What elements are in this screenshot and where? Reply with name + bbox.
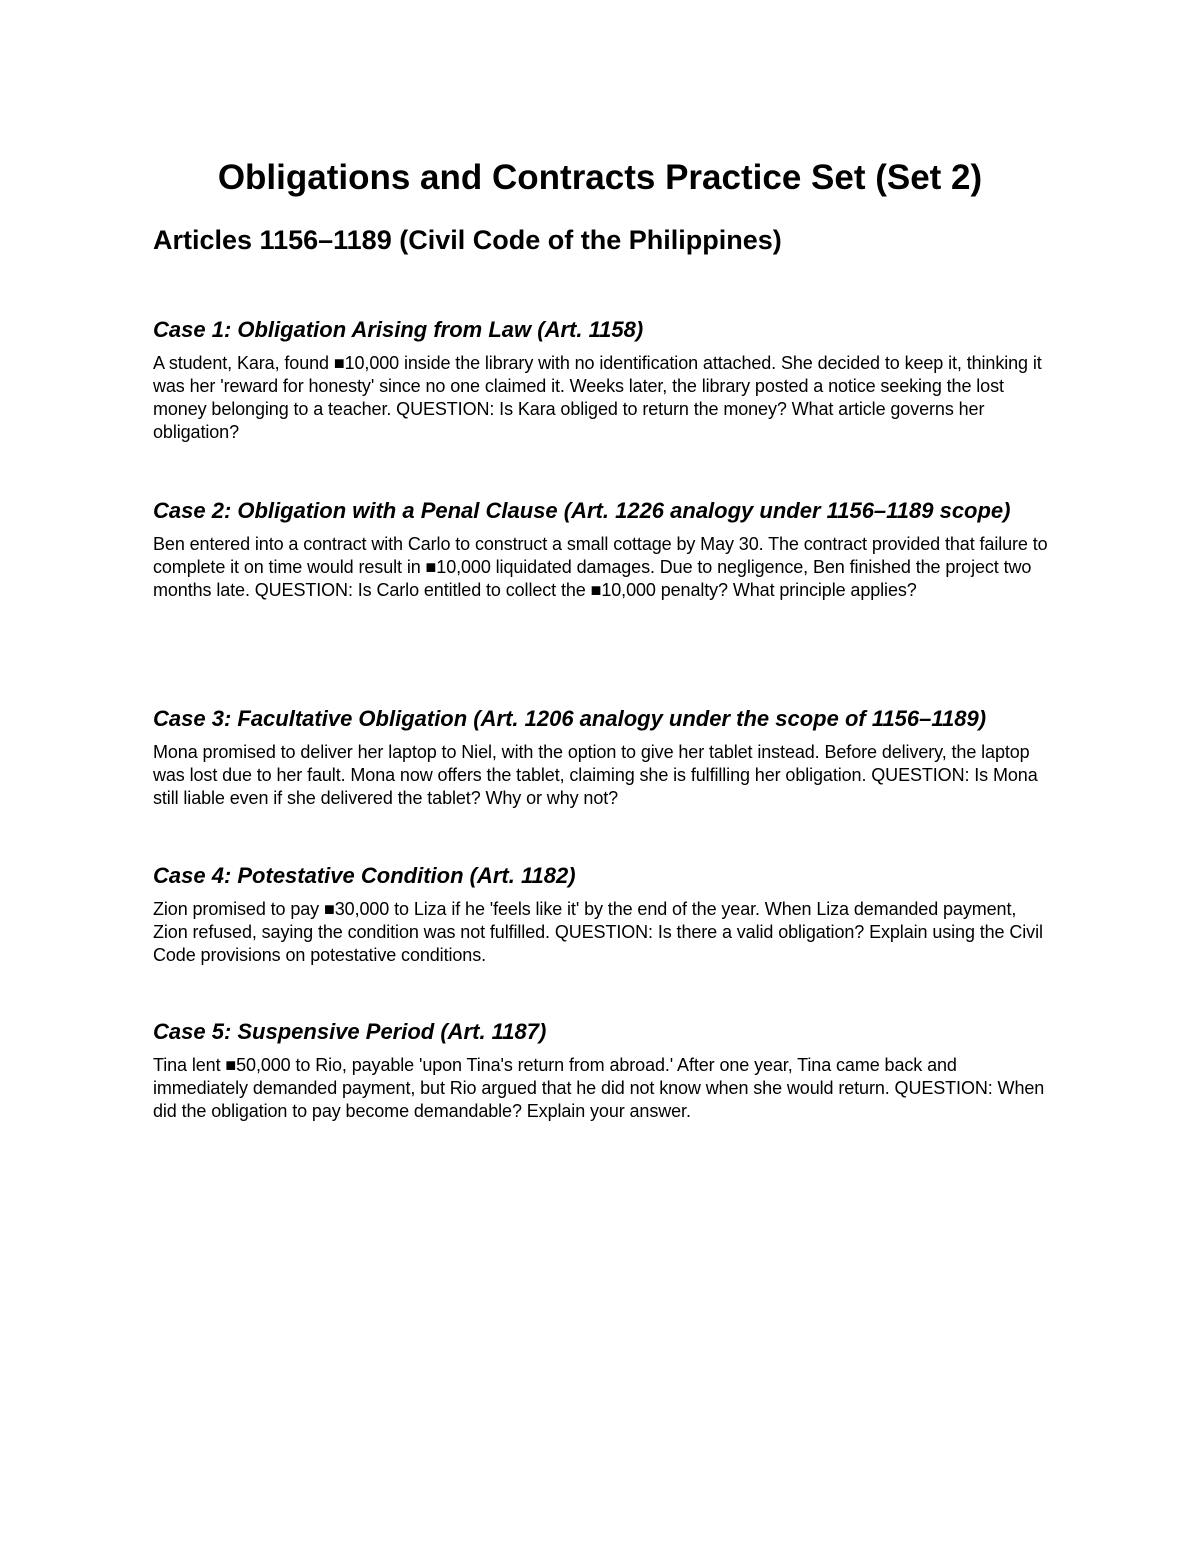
case-heading: Case 1: Obligation Arising from Law (Art. 1158) <box>153 317 644 342</box>
document-title: Obligations and Contracts Practice Set (Set 2) <box>217 158 983 197</box>
case-heading: Case 2: Obligation with a Penal Clause (Art. 1226 analogy under 1156–1189 scope) <box>153 498 1011 523</box>
case-body: Tina lent ■50,000 to Rio, payable 'upon Tina's return from abroad.' After one year, Tina came back and immediately demanded payment, but Rio argued that he did not know when she would return. QUESTION: When did the obligation to pay become demandable? Explain your answer. <box>153 1055 1045 1121</box>
case-5 <box>153 1018 1053 1123</box>
document-subtitle: Articles 1156–1189 (Civil Code of the Philippines) <box>153 225 782 255</box>
case-heading: Case 5: Suspensive Period (Art. 1187) <box>153 1019 547 1044</box>
case-4 <box>153 862 1053 967</box>
case-body: Mona promised to deliver her laptop to Niel, with the option to give her tablet instead. Before delivery, the laptop was lost due to her fault. Mona now offers the tablet, claiming she is fulfilling her obligation. QUESTION: Is Mona still liable even if she delivered the tablet? Why or why not? <box>153 742 1038 808</box>
case-body: A student, Kara, found ■10,000 inside the library with no identification attached. She decided to keep it, thinking it was her 'reward for honesty' since no one claimed it. Weeks later, the library posted a notice seeking the lost money belonging to a teacher. QUESTION: Is Kara obliged to return the money? What article governs her obligation? <box>153 353 1042 442</box>
case-2 <box>153 497 1053 602</box>
case-heading: Case 4: Potestative Condition (Art. 1182) <box>153 863 576 888</box>
case-body: Zion promised to pay ■30,000 to Liza if he 'feels like it' by the end of the year. When Liza demanded payment, Zion refused, saying the condition was not fulfilled. QUESTION: Is there a valid obligation? Explain using the Civil Code provisions on potestative conditions. <box>153 899 1043 965</box>
case-3 <box>153 705 1053 810</box>
case-1 <box>153 316 1053 444</box>
case-heading: Case 3: Facultative Obligation (Art. 1206 analogy under the scope of 1156–1189) <box>153 706 987 731</box>
case-body: Ben entered into a contract with Carlo to construct a small cottage by May 30. The contract provided that failure to complete it on time would result in ■10,000 liquidated damages. Due to negligence, Ben finished the project two months late. QUESTION: Is Carlo entitled to collect the ■10,000 penalty? What principle applies? <box>153 534 1048 600</box>
